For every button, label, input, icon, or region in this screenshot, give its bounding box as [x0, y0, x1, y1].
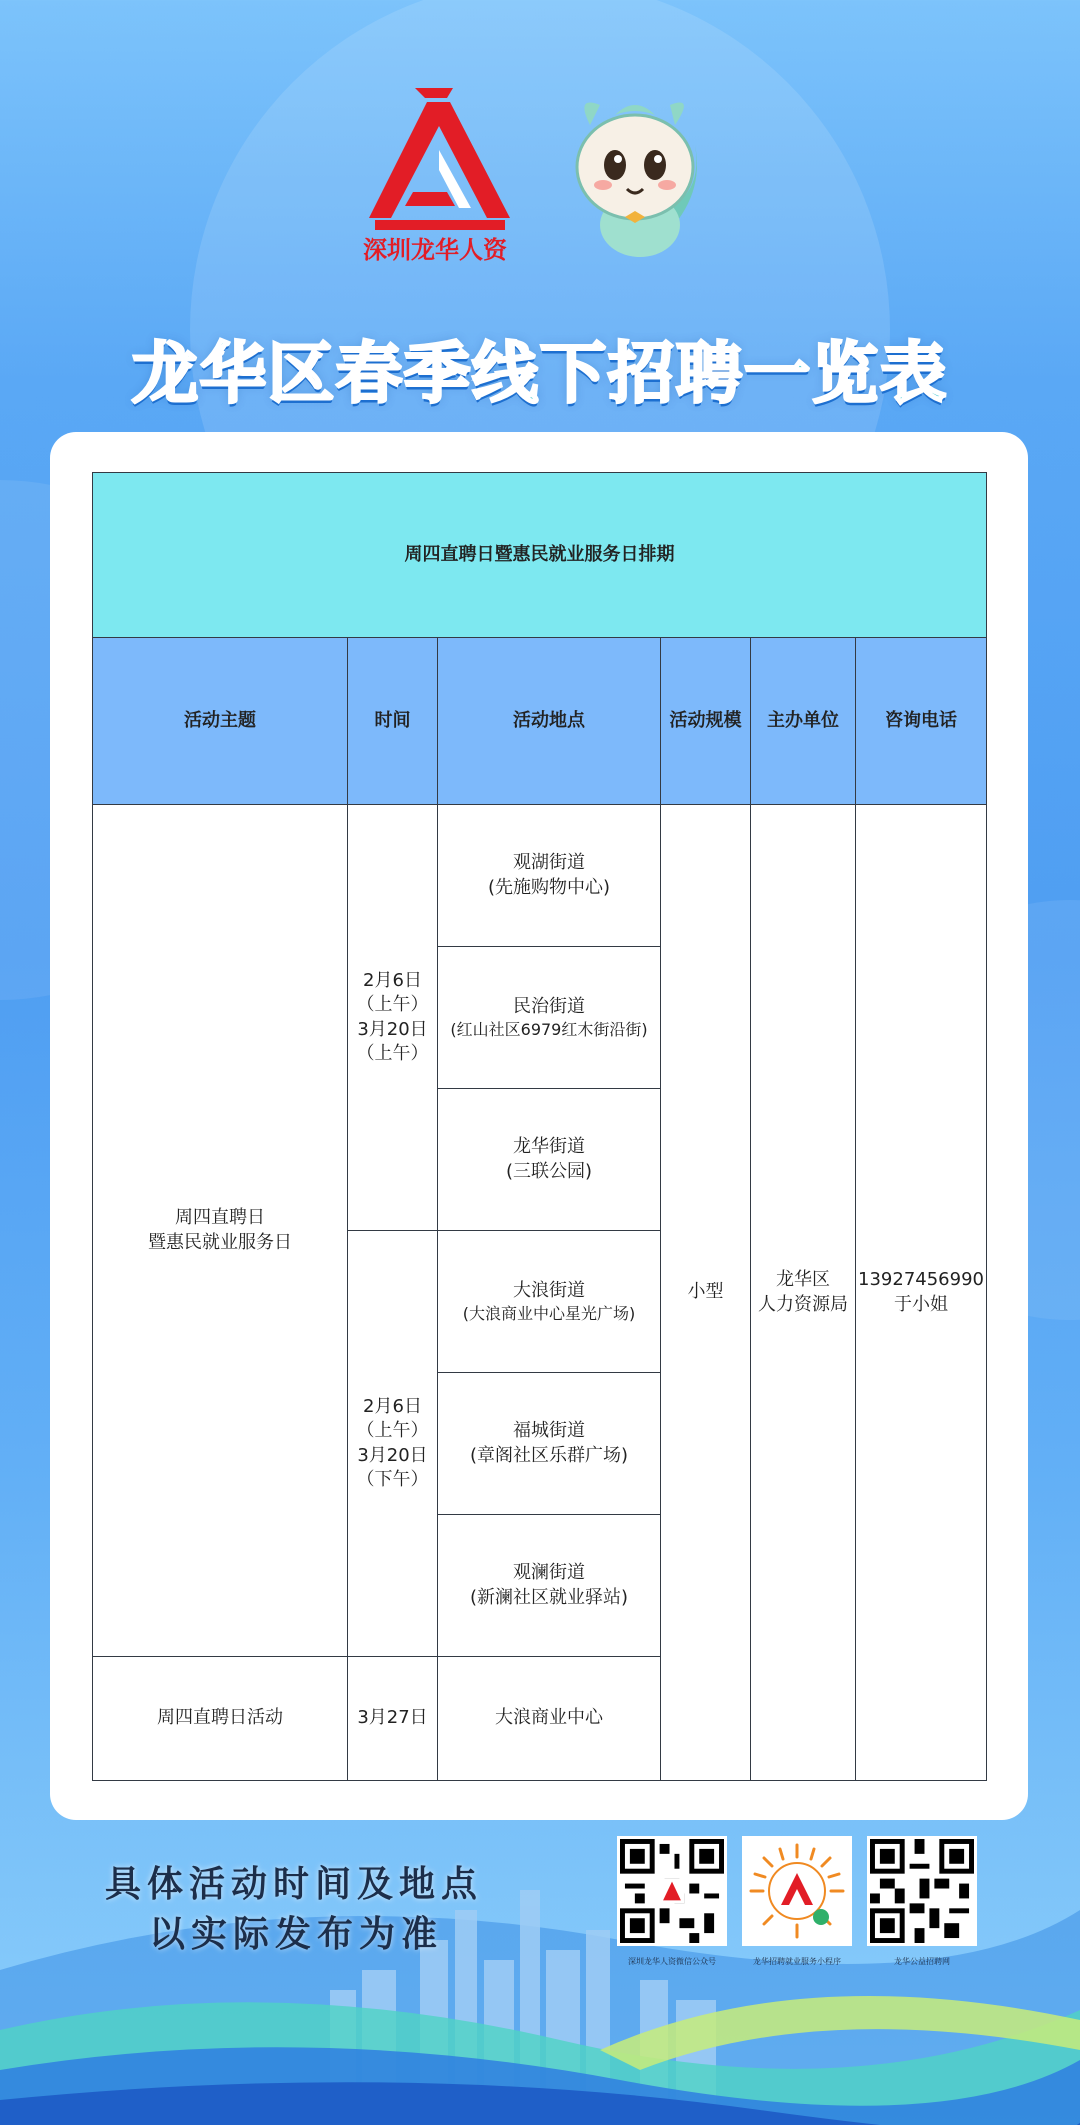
- location-name: 龙华街道: [513, 1136, 585, 1158]
- location-cell: 大浪商业中心: [438, 1657, 661, 1781]
- location-detail: (先施购物中心): [487, 876, 611, 898]
- theme-cell: 周四直聘日活动: [93, 1657, 348, 1781]
- slogan-line-1: 具体活动时间及地点: [105, 1864, 484, 1905]
- location-name: 观澜街道: [513, 1562, 585, 1584]
- time-cell: 3月27日: [348, 1657, 438, 1781]
- organizer-cell: [751, 805, 856, 1781]
- schedule-table: [92, 472, 987, 1781]
- page-title: 龙华区春季线下招聘一览表: [132, 335, 948, 412]
- qr-recruitment-site[interactable]: [867, 1836, 977, 1967]
- qr-code-icon: [617, 1836, 727, 1946]
- time-text: 2月6日 （上午） 3月20日 （上午）: [356, 969, 429, 1064]
- location-cell: [438, 947, 661, 1089]
- qr-caption: 龙华招聘就业服务小程序: [753, 1957, 841, 1966]
- location-cell: [438, 1373, 661, 1515]
- location-name: 大浪街道: [513, 1279, 585, 1301]
- header-organizer: 主办单位: [751, 638, 856, 805]
- footer-slogan: [105, 1860, 565, 1960]
- qr-mini-program[interactable]: [742, 1836, 852, 1967]
- qr-official-account[interactable]: [617, 1836, 727, 1967]
- location-detail: (新澜社区就业驿站): [469, 1586, 629, 1608]
- location-detail: (三联公园): [505, 1160, 593, 1182]
- time-cell: [348, 805, 438, 1231]
- header-theme: 活动主题: [93, 638, 348, 805]
- location-detail: (红山社区6979红木街沿街): [450, 1019, 648, 1039]
- scale-cell: 小型: [661, 805, 751, 1781]
- time-text: 2月6日 （上午） 3月20日 （下午）: [356, 1395, 429, 1490]
- time-cell: [348, 1231, 438, 1657]
- table-title: 周四直聘日暨惠民就业服务日排期: [93, 473, 987, 638]
- header-phone: 咨询电话: [856, 638, 987, 805]
- theme-cell: [93, 805, 348, 1657]
- phone-text: 13927456990 于小姐: [858, 1269, 984, 1315]
- theme-text: 周四直聘日 暨惠民就业服务日: [148, 1207, 292, 1253]
- location-detail: (章阁社区乐群广场): [469, 1444, 629, 1466]
- location-cell: [438, 1089, 661, 1231]
- header-location: 活动地点: [438, 638, 661, 805]
- header-time: 时间: [348, 638, 438, 805]
- slogan-line-2: 以实际发布为准: [149, 1914, 444, 1955]
- organizer-text: 龙华区 人力资源局: [758, 1269, 848, 1315]
- location-name: 民治街道: [513, 995, 585, 1017]
- brand-logo: [355, 80, 515, 270]
- qr-code-icon: [867, 1836, 977, 1946]
- location-detail: (大浪商业中心星光广场): [462, 1303, 636, 1323]
- phone-cell: [856, 805, 987, 1781]
- logo-mark-icon: [355, 80, 515, 230]
- header-scale: 活动规模: [661, 638, 751, 805]
- location-cell: [438, 1515, 661, 1657]
- mini-program-code-icon: [742, 1836, 852, 1946]
- dragon-mascot: [555, 85, 715, 265]
- logo-text: 深圳龙华人资: [363, 236, 507, 264]
- location-cell: [438, 1231, 661, 1373]
- location-name: 观湖街道: [513, 852, 585, 874]
- qr-caption: 深圳龙华人资微信公众号: [628, 1957, 716, 1966]
- location-cell: [438, 805, 661, 947]
- location-name: 福城街道: [513, 1420, 585, 1442]
- qr-caption: 龙华公益招聘网: [894, 1957, 950, 1966]
